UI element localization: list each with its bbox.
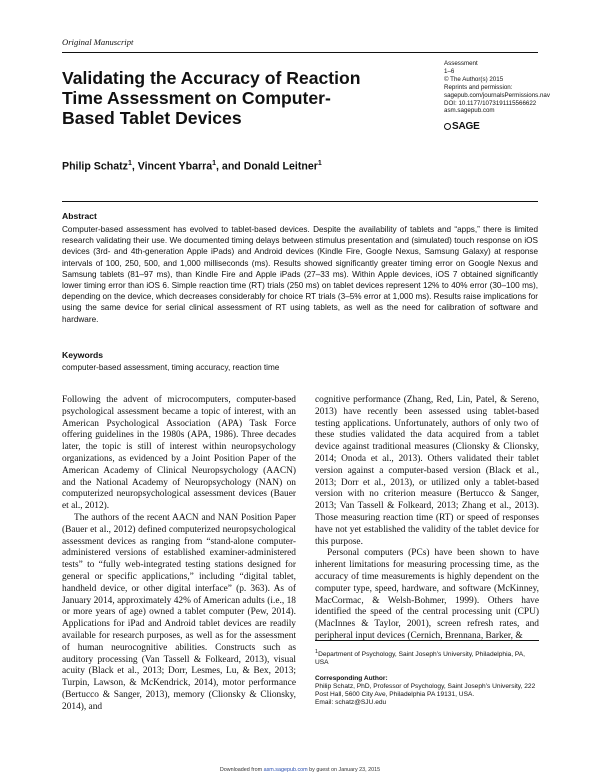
footer-site-link[interactable]: asm.sagepub.com bbox=[263, 767, 308, 773]
body-paragraph: Personal computers (PCs) have been shown to have inherent limitations for measuring processing time, as the accuracy of time measurements is highly dependent on the computer type, speed, hardware, and software (McKinney, MacCormac, & Welsh-Bohmer, 1999). Others have identified the speed of the central processing unit (CPU) (MacInnes & Taylor, 2001), screen refresh rates, and peripheral input devices (Cernich, Brennana, Barker, & bbox=[315, 548, 539, 641]
sage-wordmark: SAGE bbox=[452, 121, 480, 132]
meta-line: 1–6 bbox=[444, 67, 455, 75]
corresponding-author-line: Philip Schatz, PhD, Professor of Psychology, Saint Joseph’s University, 222 Post Hall, 5600 City Ave, Philadelphia PA 19131, USA. bbox=[315, 683, 536, 699]
sage-logo bbox=[444, 121, 480, 132]
meta-line: © The Author(s) 2015 bbox=[444, 75, 504, 83]
journal-meta bbox=[444, 60, 550, 115]
keywords-heading: Keywords bbox=[62, 350, 104, 360]
corresponding-author-email[interactable]: Email: schatz@SJU.edu bbox=[315, 699, 387, 707]
affiliation-marker: 1 bbox=[212, 160, 217, 167]
body-paragraph: cognitive performance (Zhang, Red, Lin, Patel, & Sereno, 2013) have recently been assessed using tablet-based testing applications. Unfortunately, authors of only two of these studies validated the data acquired from a tablet device against traditional measures (Clionsky & Clionsky, 2014; Onoda et al., 2013). Others validated their tablet version against a computer-based version (Black et al., 2013; Dorr et al., 2013), or utilized only a tablet-based version with no criterion measure (Bertucco & Sanger, 2013; Van Tassell & Folkeard, 2013; Zhang et al., 2013). Those measuring reaction time (RT) or speed of responses have not yet established the validity of the tablet device for this purpose. bbox=[315, 395, 539, 547]
body-column-left bbox=[62, 395, 296, 714]
meta-line[interactable]: asm.sagepub.com bbox=[444, 107, 495, 115]
body-paragraph: Following the advent of microcomputers, computer-based psychological assessment became a topic of interest, with an American Psychological Association (APA) Task Force offering guidelines in the 1980s (APA, 1986). Three decades later, the topic is still of interest within neuropsychology organizations, as evidenced by a Joint Position Paper of the American Academy of Clinical Neuropsychology (AACN) and the National Academy of Neuropsychology (NAN) on computerized neuropsychological assessment devices (Bauer et al., 2012). bbox=[62, 395, 296, 512]
corresponding-author bbox=[315, 675, 539, 707]
meta-line[interactable]: sagepub.com/journalsPermissions.nav bbox=[444, 91, 550, 99]
body-column-right bbox=[315, 395, 539, 643]
footer-suffix: by guest on January 23, 2015 bbox=[309, 767, 381, 773]
manuscript-type-label: Original Manuscript bbox=[62, 37, 134, 47]
author-list: Philip Schatz$^1$, Vincent Ybarra$^1$, and Donald Leitner$^1$ bbox=[62, 160, 322, 173]
author-name: Philip Schatz bbox=[62, 160, 128, 173]
abstract-rule bbox=[62, 201, 538, 202]
download-footer bbox=[0, 767, 600, 773]
meta-line: Assessment bbox=[444, 60, 478, 67]
keywords-text: computer-based assessment, timing accuracy, reaction time bbox=[62, 363, 280, 372]
corresponding-author-label: Corresponding Author: bbox=[315, 675, 388, 682]
meta-line: Reprints and permission: bbox=[444, 83, 513, 91]
affiliation-marker: 1 bbox=[127, 160, 132, 167]
header-rule bbox=[62, 52, 538, 53]
footnote-rule bbox=[315, 640, 539, 641]
article-title: Validating the Accuracy of Reaction Time Assessment on Computer-Based Tablet Devices bbox=[62, 68, 361, 128]
affiliation-marker: 1 bbox=[317, 160, 322, 167]
affiliation-footnote bbox=[315, 648, 539, 668]
affiliation-text: Department of Psychology, Saint Joseph’s University, Philadelphia, PA, USA bbox=[315, 651, 526, 667]
footer-prefix: Downloaded from bbox=[219, 767, 263, 773]
sage-ring-icon bbox=[444, 123, 451, 130]
body-paragraph: The authors of the recent AACN and NAN Position Paper (Bauer et al., 2012) defined computerized neuropsychological assessment devices as ranging from “stand-alone computer-administered versions of established examiner-administered tests” to “fully web-integrated testing stations designed for general or specific applications,” including “digital tablet, handheld device, or other digital interface” (p. 363). As of January 2014, approximately 42% of American adults (i.e., 18 or more years of age) owned a tablet computer (Pew, 2014). Applications for iPad and Android tablet devices are readily available for research purposes, as well as for the assessment of human neurocognitive abilities. Constructs such as auditory processing (Van Tassell & Folkeard, 2013), visual acuity (Black et al., 2013; Dorr, Lesmes, Lu, & Bex, 2013; Turpin, Lawson, & McKendrick, 2014), motor performance (Bertucco & Sanger, 2013), memory (Clionsky & Clionsky, 2014), and bbox=[62, 512, 296, 712]
abstract-text: Computer-based assessment has evolved to tablet-based devices. Despite the availability of tablets and “apps,” there is limited research validating their use. We documented timing delays between stimulus presentation and (simulated) touch response on iOS devices (3rd- and 4th-generation Apple iPads) and Android devices (Kindle Fire, Google Nexus, Samsung Galaxy) at response intervals of 100, 250, 500, and 1,000 milliseconds (ms). Results showed significantly greater timing error on Google Nexus and Samsung tablets (81–97 ms), than Kindle Fire and Apple iPads (27–33 ms). Within Apple devices, iOS 7 obtained significantly lower timing error than iOS 6. Simple reaction time (RT) trials (250 ms) on tablet devices represent 12% to 40% error (30–100 ms), depending on the device, which decreases considerably for choice RT trials (3–5% error at 1,000 ms). Results raise implications for using the same device for serial clinical assessment of RT using tablets, as well as the need for calibration of software and hardware. bbox=[62, 225, 538, 324]
meta-line: DOI: 10.1177/1073191115566622 bbox=[444, 99, 537, 107]
author-name: Vincent Ybarra bbox=[137, 160, 213, 173]
affiliation-marker: 1 bbox=[315, 649, 319, 655]
author-name: and Donald Leitner bbox=[221, 160, 318, 173]
abstract-heading: Abstract bbox=[62, 211, 97, 221]
